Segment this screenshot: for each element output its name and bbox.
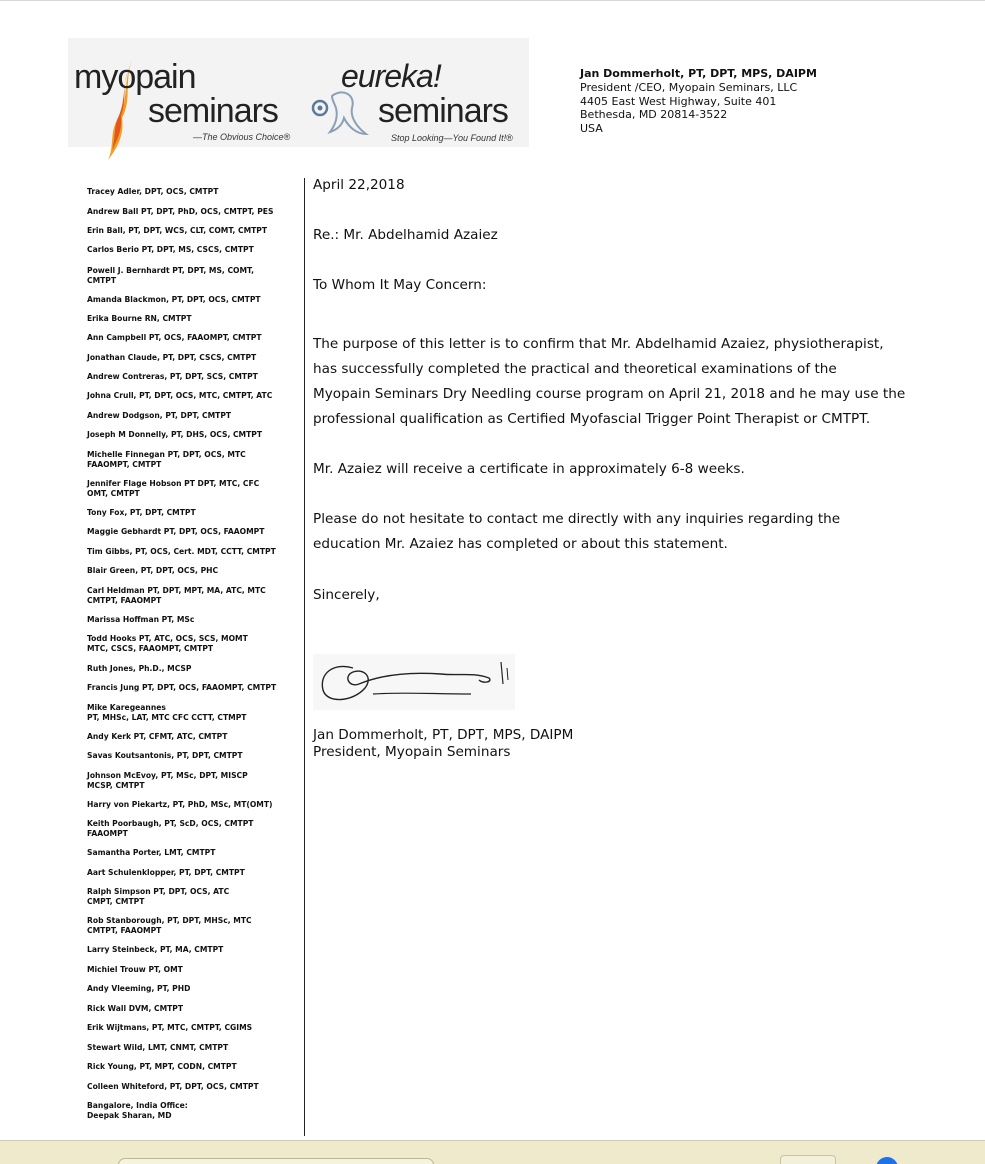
faculty-member-line: Tracey Adler, DPT, OCS, CMTPT (87, 187, 219, 196)
faculty-member-line: Keith Poorbaugh, PT, ScD, OCS, CMTPT (87, 819, 254, 828)
faculty-member-line: Maggie Gebhardt PT, DPT, OCS, FAAOMPT (87, 527, 265, 536)
bottom-button[interactable] (780, 1155, 836, 1164)
faculty-member-line: Andy Vleeming, PT, PHD (87, 984, 191, 993)
faculty-member (87, 245, 254, 255)
viewer-bottom-bar (0, 1140, 985, 1164)
faculty-member-line: CMTPT, FAAOMPT (87, 595, 162, 605)
faculty-member-line: Andrew Ball PT, DPT, PhD, OCS, CMTPT, PES (87, 207, 274, 216)
seminars-word: seminars (148, 92, 278, 130)
faculty-member-line: Stewart Wild, LMT, CNMT, CMTPT (87, 1043, 229, 1052)
faculty-member (87, 333, 262, 343)
faculty-member (87, 547, 276, 557)
faculty-member (87, 819, 253, 839)
bottom-tab[interactable] (118, 1158, 434, 1164)
signer-title: President, Myopain Seminars (313, 743, 511, 760)
faculty-member-line: Andrew Contreras, PT, DPT, SCS, CMTPT (87, 372, 258, 381)
faculty-member-line: Samantha Porter, LMT, CMTPT (87, 848, 216, 857)
faculty-member (87, 887, 229, 907)
faculty-member-line: Tony Fox, PT, DPT, CMTPT (87, 508, 196, 517)
assistant-icon[interactable] (876, 1157, 898, 1164)
faculty-member-line: FAAOMPT, CMTPT (87, 459, 162, 469)
letter-paragraph-1-line-2: has successfully completed the practical and theoretical examinations of the (313, 361, 837, 377)
myopain-tagline: —The Obvious Choice® (193, 132, 291, 142)
signer-name: Jan Dommerholt, PT, DPT, MPS, DAIPM (313, 727, 574, 743)
faculty-member-line: FAAOMPT (87, 828, 128, 838)
faculty-member-line: Rob Stanborough, PT, DPT, MHSc, MTC (87, 916, 252, 925)
faculty-member-line: Michelle Finnegan PT, DPT, OCS, MTC (87, 450, 246, 459)
letter-paragraph-3-line-2: education Mr. Azaiez has completed or about this statement. (313, 536, 728, 552)
faculty-member-line: Erik Wijtmans, PT, MTC, CMTPT, CGIMS (87, 1023, 253, 1032)
faculty-member-line: Amanda Blackmon, PT, DPT, OCS, CMTPT (87, 295, 261, 304)
faculty-member (87, 916, 252, 936)
faculty-member-line: Jennifer Flage Hobson PT DPT, MTC, CFC (87, 479, 260, 488)
letter-date: April 22,2018 (313, 177, 405, 193)
faculty-member (87, 848, 215, 858)
faculty-member (87, 1082, 259, 1092)
faculty-member-line: Johnson McEvoy, PT, MSc, DPT, MISCP (87, 771, 248, 780)
myopain-word: myopain (74, 58, 196, 96)
faculty-member-line: Todd Hooks PT, ATC, OCS, SCS, MOMT (87, 634, 248, 643)
logo-banner (68, 38, 529, 147)
faculty-member (87, 353, 256, 363)
faculty-member (87, 984, 190, 994)
faculty-member (87, 771, 248, 791)
column-divider (304, 178, 305, 1136)
faculty-member-line: Larry Steinbeck, PT, MA, CMTPT (87, 945, 224, 954)
faculty-member (87, 1023, 252, 1033)
letter-salutation: To Whom It May Concern: (313, 277, 487, 293)
faculty-member-line: Johna Crull, PT, DPT, OCS, MTC, CMTPT, ATC (87, 391, 273, 400)
faculty-member-line: Carlos Berio PT, DPT, MS, CSCS, CMTPT (87, 245, 254, 254)
sender-street: 4405 East West Highway, Suite 401 (580, 94, 777, 108)
faculty-member-line: MTC, CSCS, FAAOMPT, CMTPT (87, 643, 214, 653)
faculty-member-line: Aart Schulenklopper, PT, DPT, CMTPT (87, 868, 245, 877)
sender-address (580, 67, 817, 136)
eureka-tagline: Stop Looking—You Found It!® (391, 133, 513, 143)
sender-title: President /CEO, Myopain Seminars, LLC (580, 80, 798, 94)
faculty-member-line: Savas Koutsantonis, PT, DPT, CMTPT (87, 751, 243, 760)
faculty-member (87, 207, 273, 217)
faculty-member-line: Powell J. Bernhardt PT, DPT, MS, COMT, (87, 266, 255, 275)
faculty-member-line: Ralph Simpson PT, DPT, OCS, ATC (87, 887, 230, 896)
faculty-member-line: Bangalore, India Office: (87, 1101, 188, 1110)
faculty-member (87, 800, 273, 810)
faculty-member (87, 430, 262, 440)
faculty-member-line: OMT, CMTPT (87, 488, 140, 498)
letter-paragraph-2: Mr. Azaiez will receive a certificate in approximately 6-8 weeks. (313, 461, 745, 477)
faculty-member-line: PT, MHSc, LAT, MTC CFC CCTT, CTMPT (87, 712, 247, 722)
letter-paragraph-1-line-3: Myopain Seminars Dry Needling course program on April 21, 2018 and he may use the (313, 386, 906, 402)
faculty-member-line: CMTPT, FAAOMPT (87, 925, 162, 935)
faculty-member-line: Rick Young, PT, MPT, CODN, CMTPT (87, 1062, 237, 1071)
faculty-member-line: Harry von Piekartz, PT, PhD, MSc, MT(OMT) (87, 800, 273, 809)
faculty-member (87, 664, 191, 674)
letter-paragraph-1-line-1: The purpose of this letter is to confirm that Mr. Abdelhamid Azaiez, physiotherapist, (313, 336, 884, 352)
faculty-member (87, 965, 183, 975)
faculty-member (87, 187, 218, 197)
signature-block (313, 727, 573, 760)
faculty-member (87, 508, 196, 518)
faculty-member (87, 586, 266, 606)
faculty-member (87, 372, 258, 382)
faculty-member-line: CMPT, CMTPT (87, 896, 145, 906)
faculty-member-line: Tim Gibbs, PT, OCS, Cert. MDT, CCTT, CMTPT (87, 547, 276, 556)
faculty-member-line: Mike Karegeannes (87, 703, 166, 712)
faculty-member-line: Joseph M Donnelly, PT, DHS, OCS, CMTPT (87, 430, 263, 439)
letter-re-line: Re.: Mr. Abdelhamid Azaiez (313, 227, 498, 243)
faculty-member (87, 703, 246, 723)
faculty-member (87, 527, 264, 537)
faculty-member (87, 314, 192, 324)
faculty-member (87, 1101, 188, 1121)
faculty-member (87, 634, 248, 654)
faculty-member (87, 450, 246, 470)
faculty-member (87, 732, 227, 742)
faculty-member (87, 868, 245, 878)
faculty-member (87, 751, 243, 761)
faculty-member (87, 479, 259, 499)
letter-closing: Sincerely, (313, 587, 380, 603)
faculty-member (87, 1062, 237, 1072)
faculty-member-line: Blair Green, PT, DPT, OCS, PHC (87, 566, 219, 575)
faculty-member-line: Carl Heldman PT, DPT, MPT, MA, ATC, MTC (87, 586, 266, 595)
tooth-swoosh-icon (308, 88, 378, 148)
letter-paragraph-3-line-1: Please do not hesitate to contact me directly with any inquiries regarding the (313, 511, 841, 527)
faculty-member (87, 266, 254, 286)
faculty-member-line: Colleen Whiteford, PT, DPT, OCS, CMTPT (87, 1082, 259, 1091)
eureka-word: eureka! (341, 58, 441, 94)
faculty-member-line: Ruth Jones, Ph.D., MCSP (87, 664, 192, 673)
letter-paragraph-1-line-4: professional qualification as Certified Myofascial Trigger Point Therapist or CMTPT. (313, 411, 871, 427)
faculty-member-line: Rick Wall DVM, CMTPT (87, 1004, 184, 1013)
faculty-member-line: Erika Bourne RN, CMTPT (87, 314, 192, 323)
faculty-member (87, 226, 267, 236)
faculty-member (87, 391, 272, 401)
sender-country: USA (580, 122, 603, 136)
faculty-member (87, 411, 231, 421)
faculty-member-line: Marissa Hoffman PT, MSc (87, 615, 195, 624)
faculty-member (87, 683, 276, 693)
faculty-member-line: Ann Campbell PT, OCS, FAAOMPT, CMTPT (87, 333, 262, 342)
faculty-member (87, 615, 194, 625)
faculty-member (87, 295, 261, 305)
faculty-member (87, 945, 223, 955)
faculty-member-line: MCSP, CMTPT (87, 780, 145, 790)
faculty-member (87, 1004, 183, 1014)
faculty-member-line: Michiel Trouw PT, OMT (87, 965, 183, 974)
faculty-member-line: CMTPT (87, 275, 117, 285)
handwritten-signature (313, 654, 515, 710)
eureka-seminars-word: seminars (378, 92, 508, 130)
faculty-member-line: Jonathan Claude, PT, DPT, CSCS, CMTPT (87, 353, 257, 362)
faculty-member-line: Deepak Sharan, MD (87, 1110, 172, 1120)
faculty-member (87, 1043, 228, 1053)
faculty-member-line: Andrew Dodgson, PT, DPT, CMTPT (87, 411, 232, 420)
faculty-member (87, 566, 218, 576)
faculty-member-line: Erin Ball, PT, DPT, WCS, CLT, COMT, CMTPT (87, 226, 268, 235)
faculty-member-line: Andy Kerk PT, CFMT, ATC, CMTPT (87, 732, 228, 741)
faculty-member-line: Francis Jung PT, DPT, OCS, FAAOMPT, CMTPT (87, 683, 277, 692)
sender-city: Bethesda, MD 20814-3522 (580, 108, 728, 122)
sender-name: Jan Dommerholt, PT, DPT, MPS, DAIPM (580, 67, 817, 80)
